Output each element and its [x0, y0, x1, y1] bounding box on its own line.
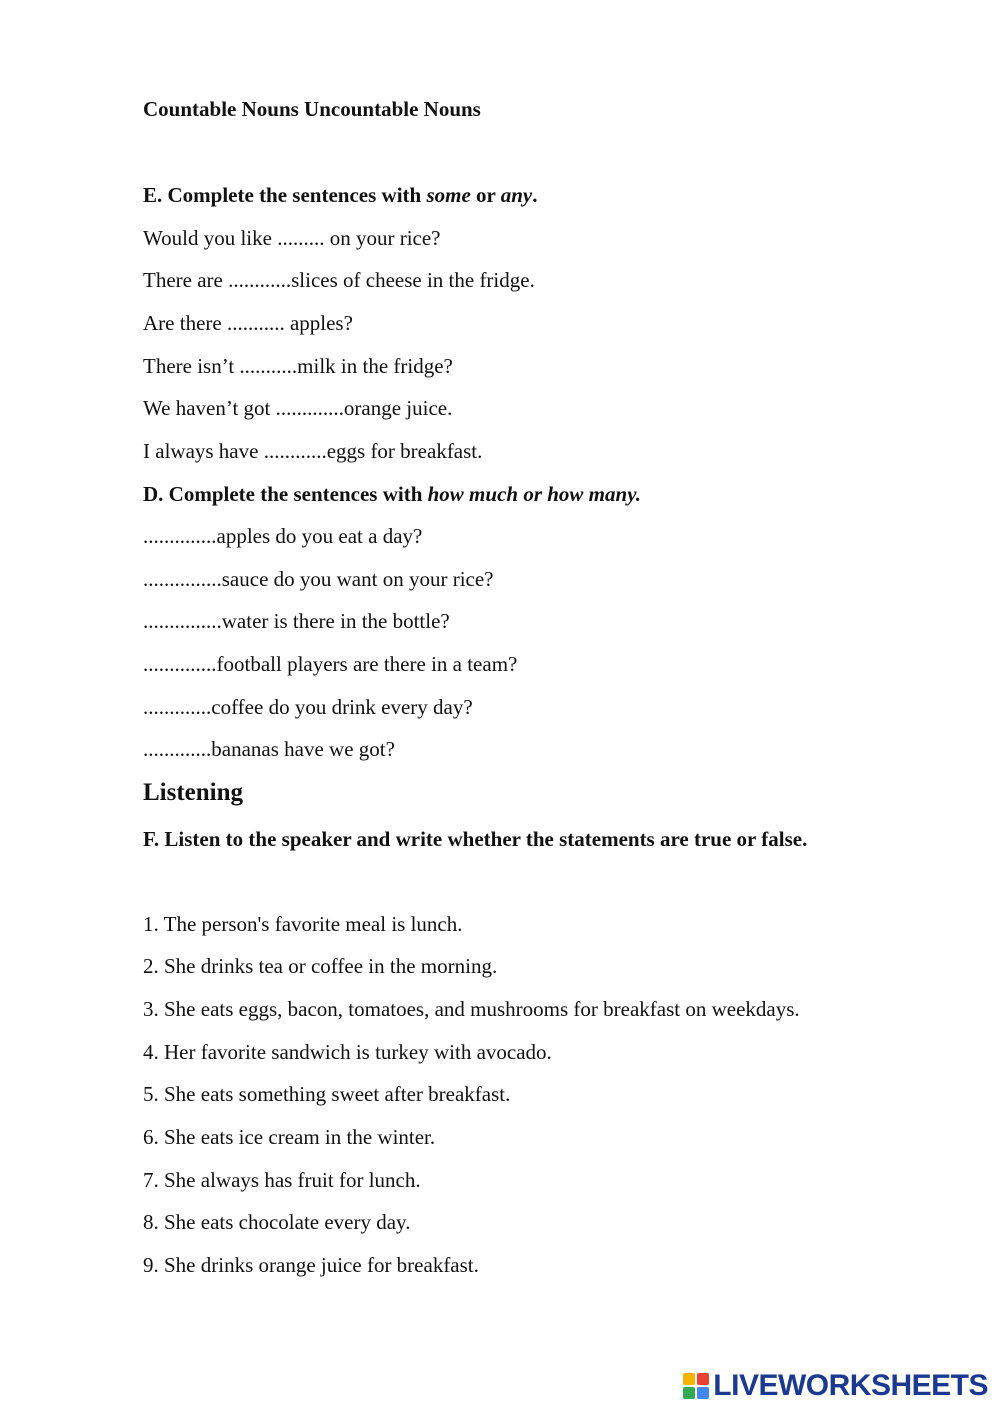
section-e-heading-some: some: [426, 183, 471, 207]
section-d-item-6: .............bananas have we got?: [143, 737, 395, 761]
section-e-item-3: Are there ........... apples?: [143, 311, 353, 335]
section-e-item-4: There isn’t ...........milk in the fridge?: [143, 354, 453, 378]
listening-item-1: 1. The person's favorite meal is lunch.: [143, 912, 463, 936]
listening-item-6: 6. She eats ice cream in the winter.: [143, 1125, 436, 1149]
logo-mark-square-2: [697, 1373, 709, 1385]
listening-item-2: 2. She drinks tea or coffee in the morning.: [143, 954, 498, 978]
section-d-item-4: ..............football players are there in a team?: [143, 652, 518, 676]
listening-item-8: 8. She eats chocolate every day.: [143, 1210, 411, 1234]
section-d-item-2: ...............sauce do you want on your rice?: [143, 567, 494, 591]
listening-item-9: 9. She drinks orange juice for breakfast.: [143, 1253, 479, 1277]
section-e-heading-mid: or: [470, 183, 501, 207]
listening-item-4: 4. Her favorite sandwich is turkey with avocado.: [143, 1040, 552, 1064]
section-e-heading-prefix: E. Complete the sentences with: [143, 183, 427, 207]
liveworksheets-logo-text: LIVEWORKSHEETS: [713, 1369, 988, 1402]
listening-item-5: 5. She eats something sweet after breakfast.: [143, 1082, 511, 1106]
section-d-heading-italic: how much or how many.: [427, 482, 641, 506]
section-e-heading: [143, 182, 538, 208]
logo-mark-square-4: [697, 1387, 709, 1399]
section-e-heading-any: any: [500, 183, 533, 207]
section-d-item-5: .............coffee do you drink every day?: [143, 695, 473, 719]
section-e-item-5: We haven’t got .............orange juice.: [143, 396, 453, 420]
listening-instruction: F. Listen to the speaker and write whether the statements are true or false.: [143, 827, 808, 851]
section-d-heading-prefix: D. Complete the sentences with: [143, 482, 428, 506]
liveworksheets-logo-icon: [683, 1373, 709, 1399]
listening-item-3: 3. She eats eggs, bacon, tomatoes, and mushrooms for breakfast on weekdays.: [143, 997, 800, 1021]
listening-item-7: 7. She always has fruit for lunch.: [143, 1168, 421, 1192]
section-e-item-1: Would you like ......... on your rice?: [143, 226, 441, 250]
section-d-item-3: ...............water is there in the bottle?: [143, 609, 450, 633]
worksheet-title: Countable Nouns Uncountable Nouns: [143, 97, 481, 121]
section-e-item-2: There are ............slices of cheese in the fridge.: [143, 268, 535, 292]
section-e-item-6: I always have ............eggs for breakfast.: [143, 439, 483, 463]
listening-title: Listening: [143, 779, 244, 806]
logo-mark-square-3: [683, 1387, 695, 1399]
liveworksheets-logo: [683, 1368, 988, 1404]
section-e-heading-suffix: .: [532, 183, 538, 207]
section-d-item-1: ..............apples do you eat a day?: [143, 524, 423, 548]
logo-mark-square-1: [683, 1373, 695, 1385]
section-d-heading: [143, 481, 641, 507]
